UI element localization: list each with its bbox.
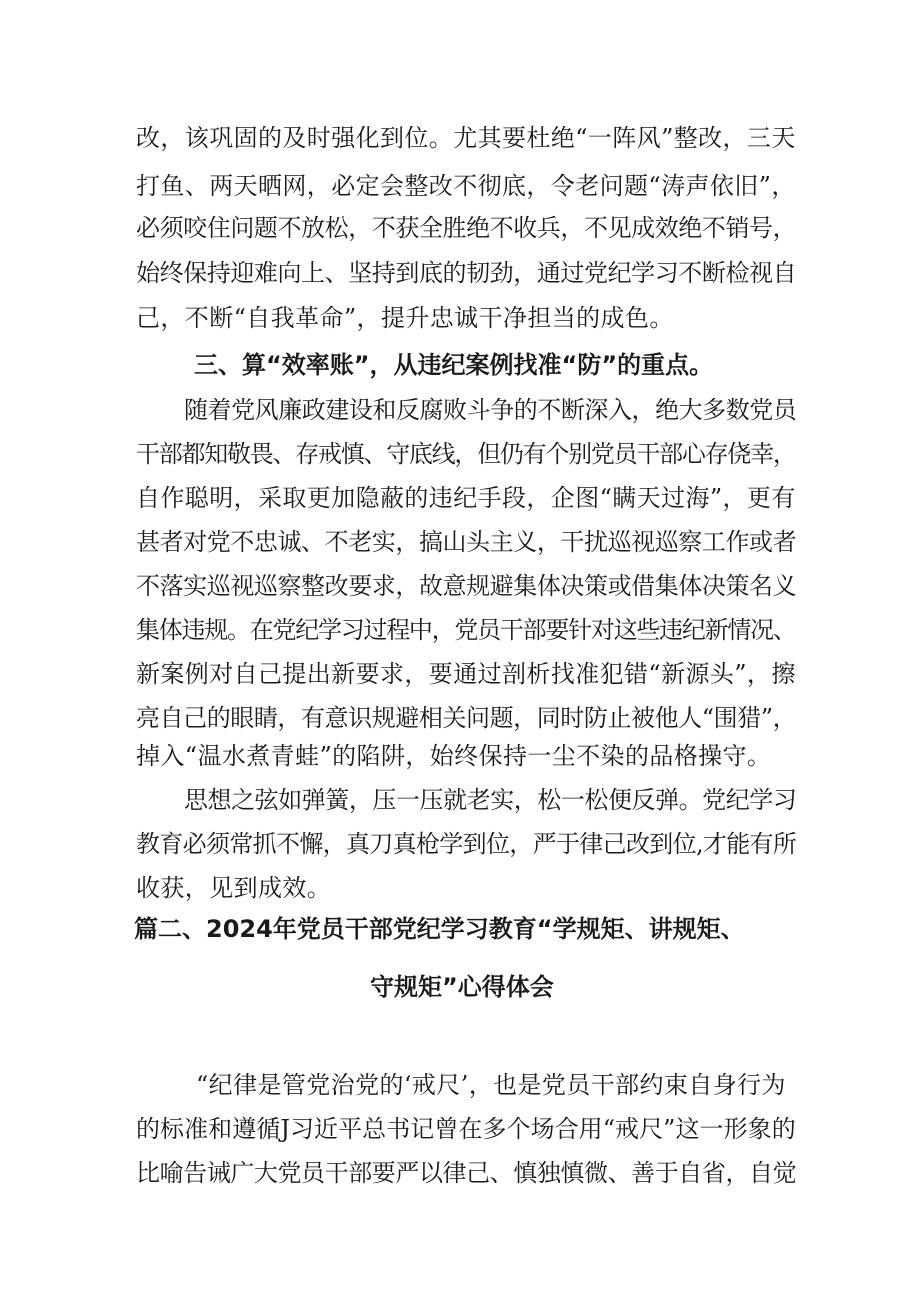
paragraph-line: 思想之弦如弹簧，压一压就老实，松一松便反弹。党纪学习 (184, 786, 797, 814)
paragraph-line: 比喻告诫广大党员干部要严以律己、慎独慎微、善于自省，自觉 (136, 1159, 797, 1187)
paragraph-line: 己，不断“自我革命”，提升忠诚干净担当的成色。 (136, 304, 674, 332)
article-title-line: 守规矩”心得体会 (370, 973, 554, 1001)
paragraph-line: 必须咬住问题不放松，不获全胜绝不收兵，不见成效绝不销号， (136, 214, 797, 242)
paragraph-line: 干部都知敬畏、存戒慎、守底线，但仍有个别党员干部心存侥幸， (136, 440, 796, 468)
paragraph-line: 甚者对党不忠诚、不老实，搞山头主义，干扰巡视巡察工作或者 (136, 528, 797, 556)
paragraph-line: 教育必须常抓不懈，真刀真枪学到位，严于律己改到位,才能有所 (136, 830, 797, 858)
paragraph-line: 不落实巡视巡察整改要求，故意规避集体决策或借集体决策名义 (136, 572, 797, 600)
paragraph-line: 自作聪明，采取更加隐蔽的违纪手段，企图“瞒天过海”，更有 (136, 484, 796, 512)
paragraph-line: 随着党风廉政建设和反腐败斗争的不断深入，绝大多数党员 (184, 396, 797, 424)
paragraph-line: 始终保持迎难向上、坚持到底的韧劲，通过党纪学习不断检视自 (136, 259, 797, 287)
paragraph-line: 的标准和遵循J习近平总书记曾在多个场合用“戒尺”这一形象的 (136, 1115, 796, 1143)
paragraph-line: 打鱼、两天晒网，必定会整改不彻底，令老问题“涛声依旧”， (136, 172, 796, 200)
paragraph-line: 集体违规。在党纪学习过程中，党员干部要针对这些违纪新情况、 (136, 616, 796, 644)
paragraph-line: 改，该巩固的及时强化到位。尤其要杜绝“一阵风”整改，三天 (136, 124, 796, 152)
section-heading: 三、算“效率账”，从违纪案例找准“防”的重点。 (194, 351, 714, 379)
paragraph-line: 亮自己的眼睛，有意识规避相关问题，同时防止被他人“围猎”， (136, 704, 797, 732)
paragraph-line: 收获，见到成效。 (136, 874, 332, 902)
paragraph-line: “纪律是管党治党的‘戒尺’，也是党员干部约束自身行为 (196, 1071, 786, 1099)
article-title-line: 篇二、2024年党员干部党纪学习教育“学规矩、讲规矩、 (134, 915, 745, 943)
paragraph-line: 新案例对自己提出新要求，要通过剖析找准犯错“新源头”，擦 (136, 660, 796, 688)
paragraph-line: 掉入“温水煮青蛙”的陷阱，始终保持一尘不染的品格操守。 (136, 742, 772, 770)
